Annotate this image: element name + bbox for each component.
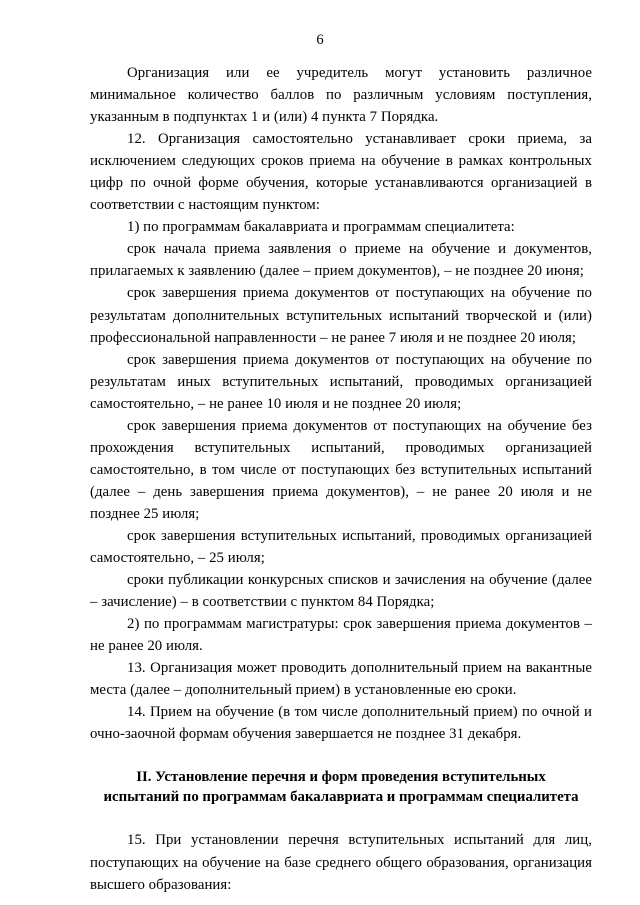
section-heading-line: испытаний по программам бакалавриата и программам специалитета xyxy=(103,789,579,806)
paragraphs-bottom xyxy=(90,829,592,895)
paragraph: срок завершения приема документов от поступающих на обучение по результатам иных вступительных испытаний, проводимых организацией самостоятельно, – не ранее 10 июля и не позднее 20 июля; xyxy=(90,351,592,412)
paragraph: сроки публикации конкурсных списков и зачисления на обучение (далее – зачисление) – в соответствии с пунктом 84 Порядка; xyxy=(90,572,592,611)
paragraph: 13. Организация может проводить дополнительный прием на вакантные места (далее – дополнительный прием) в установленные ею сроки. xyxy=(90,660,592,699)
paragraph: 15. При установлении перечня вступительных испытаний для лиц, поступающих на обучение на базе среднего общего образования, организация высшего образования: xyxy=(90,832,592,893)
document-body xyxy=(90,62,592,896)
paragraph: срок завершения вступительных испытаний, проводимых организацией самостоятельно, – 25 июля; xyxy=(90,527,592,567)
paragraphs-top xyxy=(90,62,592,745)
paragraph: 12. Организация самостоятельно устанавливает сроки приема, за исключением следующих сроков приема на обучение в рамках контрольных цифр по очной форме обучения, которые устанавливаются организацией в соответствии с настоящим пунктом: xyxy=(90,131,592,214)
paragraph: срок завершения приема документов от поступающих на обучение по результатам дополнительных вступительных испытаний творческой и (или) профессиональной направленности – не ранее 7 июля и не позднее 20 июля; xyxy=(90,285,592,346)
paragraph: срок начала приема заявления о приеме на обучение и документов, прилагаемых к заявлению (далее – прием документов), – не позднее 20 июня; xyxy=(90,241,592,280)
section-heading xyxy=(90,767,592,807)
paragraph: 2) по программам магистратуры: срок завершения приема документов – не ранее 20 июля. xyxy=(90,616,592,655)
page-number: 6 xyxy=(316,32,324,48)
paragraph: срок завершения приема документов от поступающих на обучение без прохождения вступительных испытаний, проводимых организацией самостоятельно, в том числе от поступающих без вступительных испытаний (далее – день завершения приема документов), – не ранее 20 июля и не позднее 25 июля; xyxy=(90,417,592,522)
paragraph: 14. Прием на обучение (в том числе дополнительный прием) по очной и очно-заочной формам обучения завершается не позднее 31 декабря. xyxy=(90,704,592,743)
paragraph: Организация или ее учредитель могут установить различное минимальное количество баллов по различным условиям поступления, указанным в подпунктах 1 и (или) 4 пункта 7 Порядка. xyxy=(90,65,592,126)
paragraph: 1) по программам бакалавриата и программам специалитета: xyxy=(127,219,515,236)
section-heading-line: II. Установление перечня и форм проведения вступительных xyxy=(136,769,546,786)
